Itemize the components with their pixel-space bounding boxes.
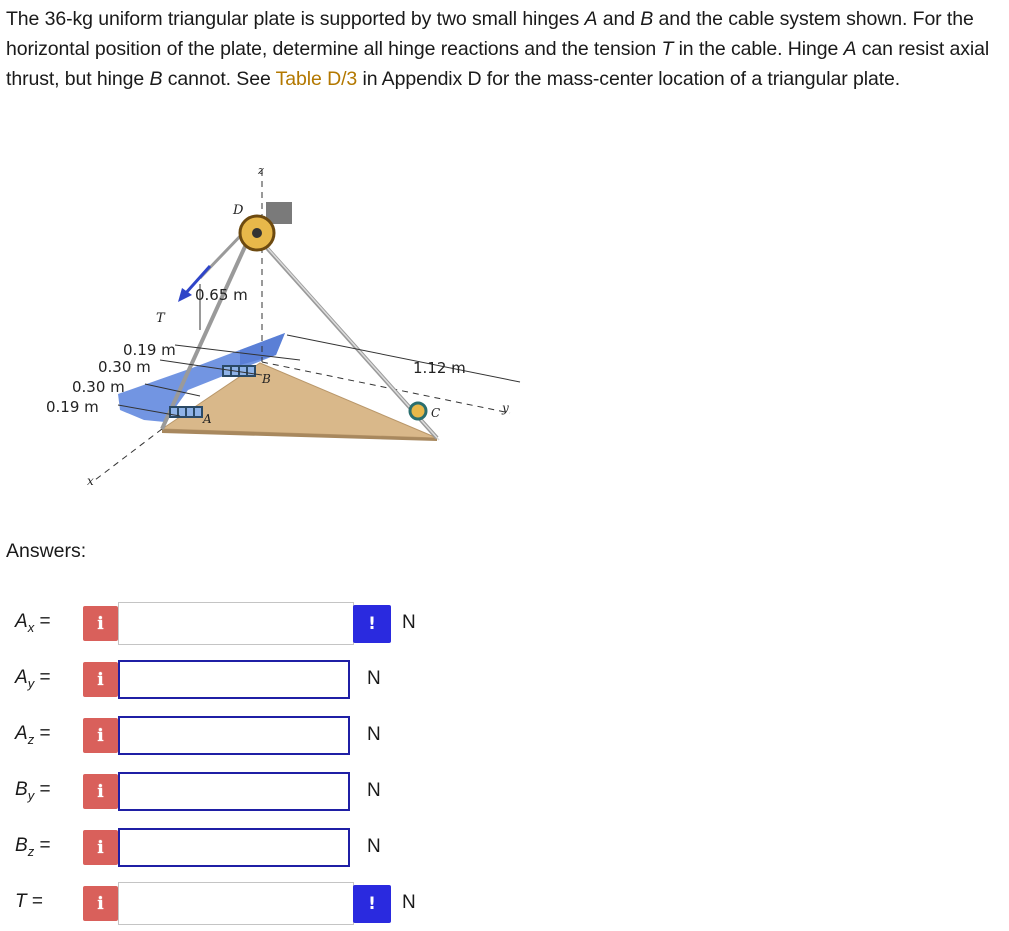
- dim-065: 0.65 m: [195, 286, 248, 304]
- unit-label: N: [402, 612, 416, 633]
- label-d: D: [233, 203, 244, 218]
- label-x: x: [87, 474, 94, 488]
- variable-label: T =: [15, 891, 43, 912]
- info-button[interactable]: [83, 606, 118, 641]
- answer-row: [0, 881, 460, 927]
- problem-text: The 36-kg uniform triangular plate is supported by two small hinges: [6, 8, 585, 30]
- pulley-c: [410, 403, 426, 419]
- problem-text: and: [597, 8, 641, 30]
- info-icon: i: [97, 781, 104, 802]
- tension-symbol: T: [661, 38, 674, 60]
- problem-text: and the cable system shown. For the horizontal position of the plate, determine all hinge reactions and the tension: [6, 8, 974, 60]
- variable-label: $A_y$ =: [15, 667, 51, 691]
- hinge-b-symbol: B: [149, 68, 163, 90]
- info-icon: i: [97, 837, 104, 858]
- info-button[interactable]: [83, 886, 118, 921]
- warning-button[interactable]: [353, 885, 391, 923]
- info-button[interactable]: [83, 774, 118, 809]
- unit-label: N: [367, 836, 381, 857]
- hinge-b: [223, 366, 255, 376]
- variable-label: $A_x$ =: [15, 611, 51, 635]
- answer-input[interactable]: [118, 660, 350, 699]
- problem-text: in the cable. Hinge: [673, 38, 844, 60]
- label-a: A: [203, 412, 212, 426]
- label-b: B: [262, 372, 271, 386]
- answer-row: [0, 657, 460, 703]
- answer-row: [0, 825, 460, 871]
- dim-019-bottom: 0.19 m: [46, 398, 99, 416]
- variable-label: $B_y$ =: [15, 779, 51, 803]
- problem-text: can resist axial thrust, but hinge: [6, 38, 990, 90]
- warning-button[interactable]: [353, 605, 391, 643]
- info-button[interactable]: [83, 830, 118, 865]
- answer-row: [0, 769, 460, 815]
- info-button[interactable]: [83, 662, 118, 697]
- table-d3-link[interactable]: Table D/3: [275, 68, 358, 90]
- answer-input[interactable]: [118, 882, 354, 925]
- label-c: C: [431, 406, 441, 420]
- problem-text: in Appendix D for the mass-center location of a triangular plate.: [357, 68, 901, 90]
- statics-figure: [40, 150, 540, 500]
- info-icon: i: [97, 893, 104, 914]
- hinge-b-symbol: B: [640, 8, 654, 30]
- answer-input[interactable]: [118, 828, 350, 867]
- answer-row: [0, 601, 460, 647]
- answer-input[interactable]: [118, 602, 354, 645]
- warning-icon: !: [368, 894, 376, 914]
- info-icon: i: [97, 725, 104, 746]
- unit-label: N: [367, 724, 381, 745]
- label-t: T: [156, 311, 165, 326]
- info-icon: i: [97, 613, 104, 634]
- answer-input[interactable]: [118, 772, 350, 811]
- variable-label: $B_z$ =: [15, 835, 51, 859]
- hinge-a-symbol: A: [843, 38, 857, 60]
- info-button[interactable]: [83, 718, 118, 753]
- label-z: z: [258, 164, 264, 177]
- variable-label: $A_z$ =: [15, 723, 51, 747]
- answers-heading: Answers:: [6, 540, 87, 562]
- problem-statement: [6, 4, 1004, 94]
- label-y: y: [502, 401, 509, 415]
- warning-icon: !: [368, 614, 376, 634]
- answer-input[interactable]: [118, 716, 350, 755]
- dim-112: 1.12 m: [413, 359, 466, 377]
- answer-row: [0, 713, 460, 759]
- dim-019-top: 0.19 m: [123, 341, 176, 359]
- problem-text: cannot. See: [162, 68, 276, 90]
- info-icon: i: [97, 669, 104, 690]
- dim-030-bottom: 0.30 m: [72, 378, 125, 396]
- hinge-a-symbol: A: [584, 8, 598, 30]
- unit-label: N: [367, 780, 381, 801]
- dim-030-top: 0.30 m: [98, 358, 151, 376]
- unit-label: N: [367, 668, 381, 689]
- unit-label: N: [402, 892, 416, 913]
